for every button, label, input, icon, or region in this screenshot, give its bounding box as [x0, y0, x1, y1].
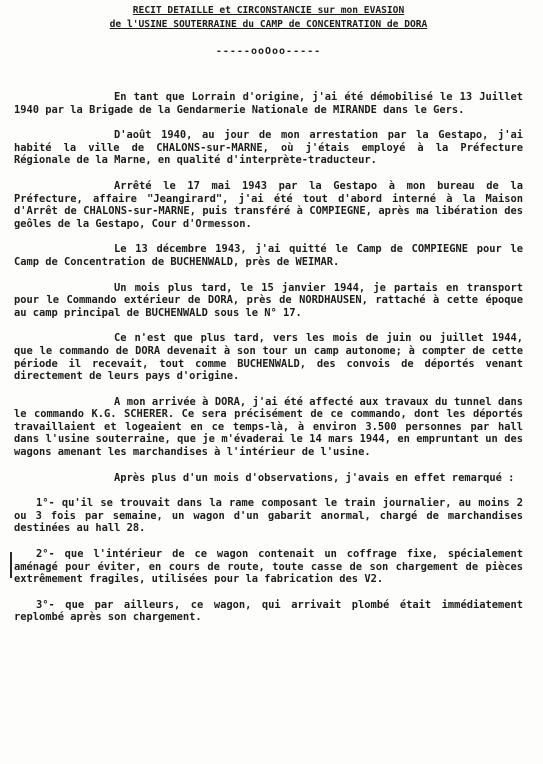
paragraph-arrival-dora: A mon arrivée à DORA, j'ai été affecté aux travaux du tunnel dans le commando K.G. SCHERER. Ce sera précisément de ce commando, dont les déportés travaillaient et logeaient en ce temps-là, à environ 3.500 personnes par hall dans l'usine souterraine, que je m'évaderai le 14 mars 1944, en empruntant un des wagons amenant les marchandises à l'intérieur de l'usine. [14, 395, 523, 459]
handwritten-margin-mark [10, 552, 12, 578]
paragraph-transfer-buchenwald: Le 13 décembre 1943, j'ai quitté le Camp de COMPIEGNE pour le Camp de Concentration de BUCHENWALD, près de WEIMAR. [14, 243, 523, 268]
paragraph-origin: En tant que Lorrain d'origine, j'ai été démobilisé le 13 Juillet 1940 par la Brigade de la Gendarmerie Nationale de MIRANDE dans le Gers. [14, 91, 523, 116]
paragraph-dora-autonomy: Ce n'est que plus tard, vers les mois de juin ou juillet 1944, que le commando de DORA devenait à son tour un camp autonome; à compter de cette période il recevait, tout comme BUCHENWALD, des convois de déportés venant directement de leurs pays d'origine. [14, 332, 523, 383]
paragraph-residence: D'août 1940, au jour de mon arrestation par la Gestapo, j'ai habité la ville de CHALONS-sur-MARNE, où j'étais employé à la Préfecture Régionale de la Marne, en qualité d'interprète-traducteur. [14, 129, 523, 167]
document-title-line-2 [14, 18, 523, 32]
paragraph-arrest: Arrêté le 17 mai 1943 par la Gestapo à mon bureau de la Préfecture, affaire "Jeangirard", j'ai été tout d'abord interné à la Maison d'Arrêt de CHALONS-sur-MARNE, puis transféré à COMPIEGNE, après ma libération des geôles de la Gestapo, Cour d'Ormesson. [14, 179, 523, 230]
list-item-3: 3°- que par ailleurs, ce wagon, qui arrivait plombé était immédiatement replombé après son chargement. [14, 598, 523, 624]
title-text-2: de l'USINE SOUTERRAINE du CAMP de CONCENTRATION de DORA [109, 19, 428, 30]
paragraph-transport-dora: Un mois plus tard, le 15 janvier 1944, je partais en transport pour le Commando extérieur de DORA, près de NORDHAUSEN, rattaché à cette époque au camp principal de BUCHENWALD sous le N° 17. [14, 281, 523, 319]
paragraph-observations: Après plus d'un mois d'observations, j'avais en effet remarqué : [114, 471, 515, 484]
title-text-1: RECIT DETAILLE et CIRCONSTANCIE sur mon EVASION [132, 5, 405, 16]
list-item-1: 1°- qu'il se trouvait dans la rame composant le train journalier, au moins 2 ou 3 fois par semaine, un wagon d'un gabarit anormal, chargé de marchandises destinées au hall 28. [14, 497, 523, 535]
document-title-line-1 [14, 4, 523, 18]
list-item-2: 2°- que l'intérieur de ce wagon contenait un coffrage fixe, spécialement aménagé pour éviter, en cours de route, toute casse de son chargement de pièces extrêmement fragiles, utilisées pour la fabrication des V2. [14, 548, 523, 586]
title-separator: -----ooOoo----- [215, 46, 322, 57]
